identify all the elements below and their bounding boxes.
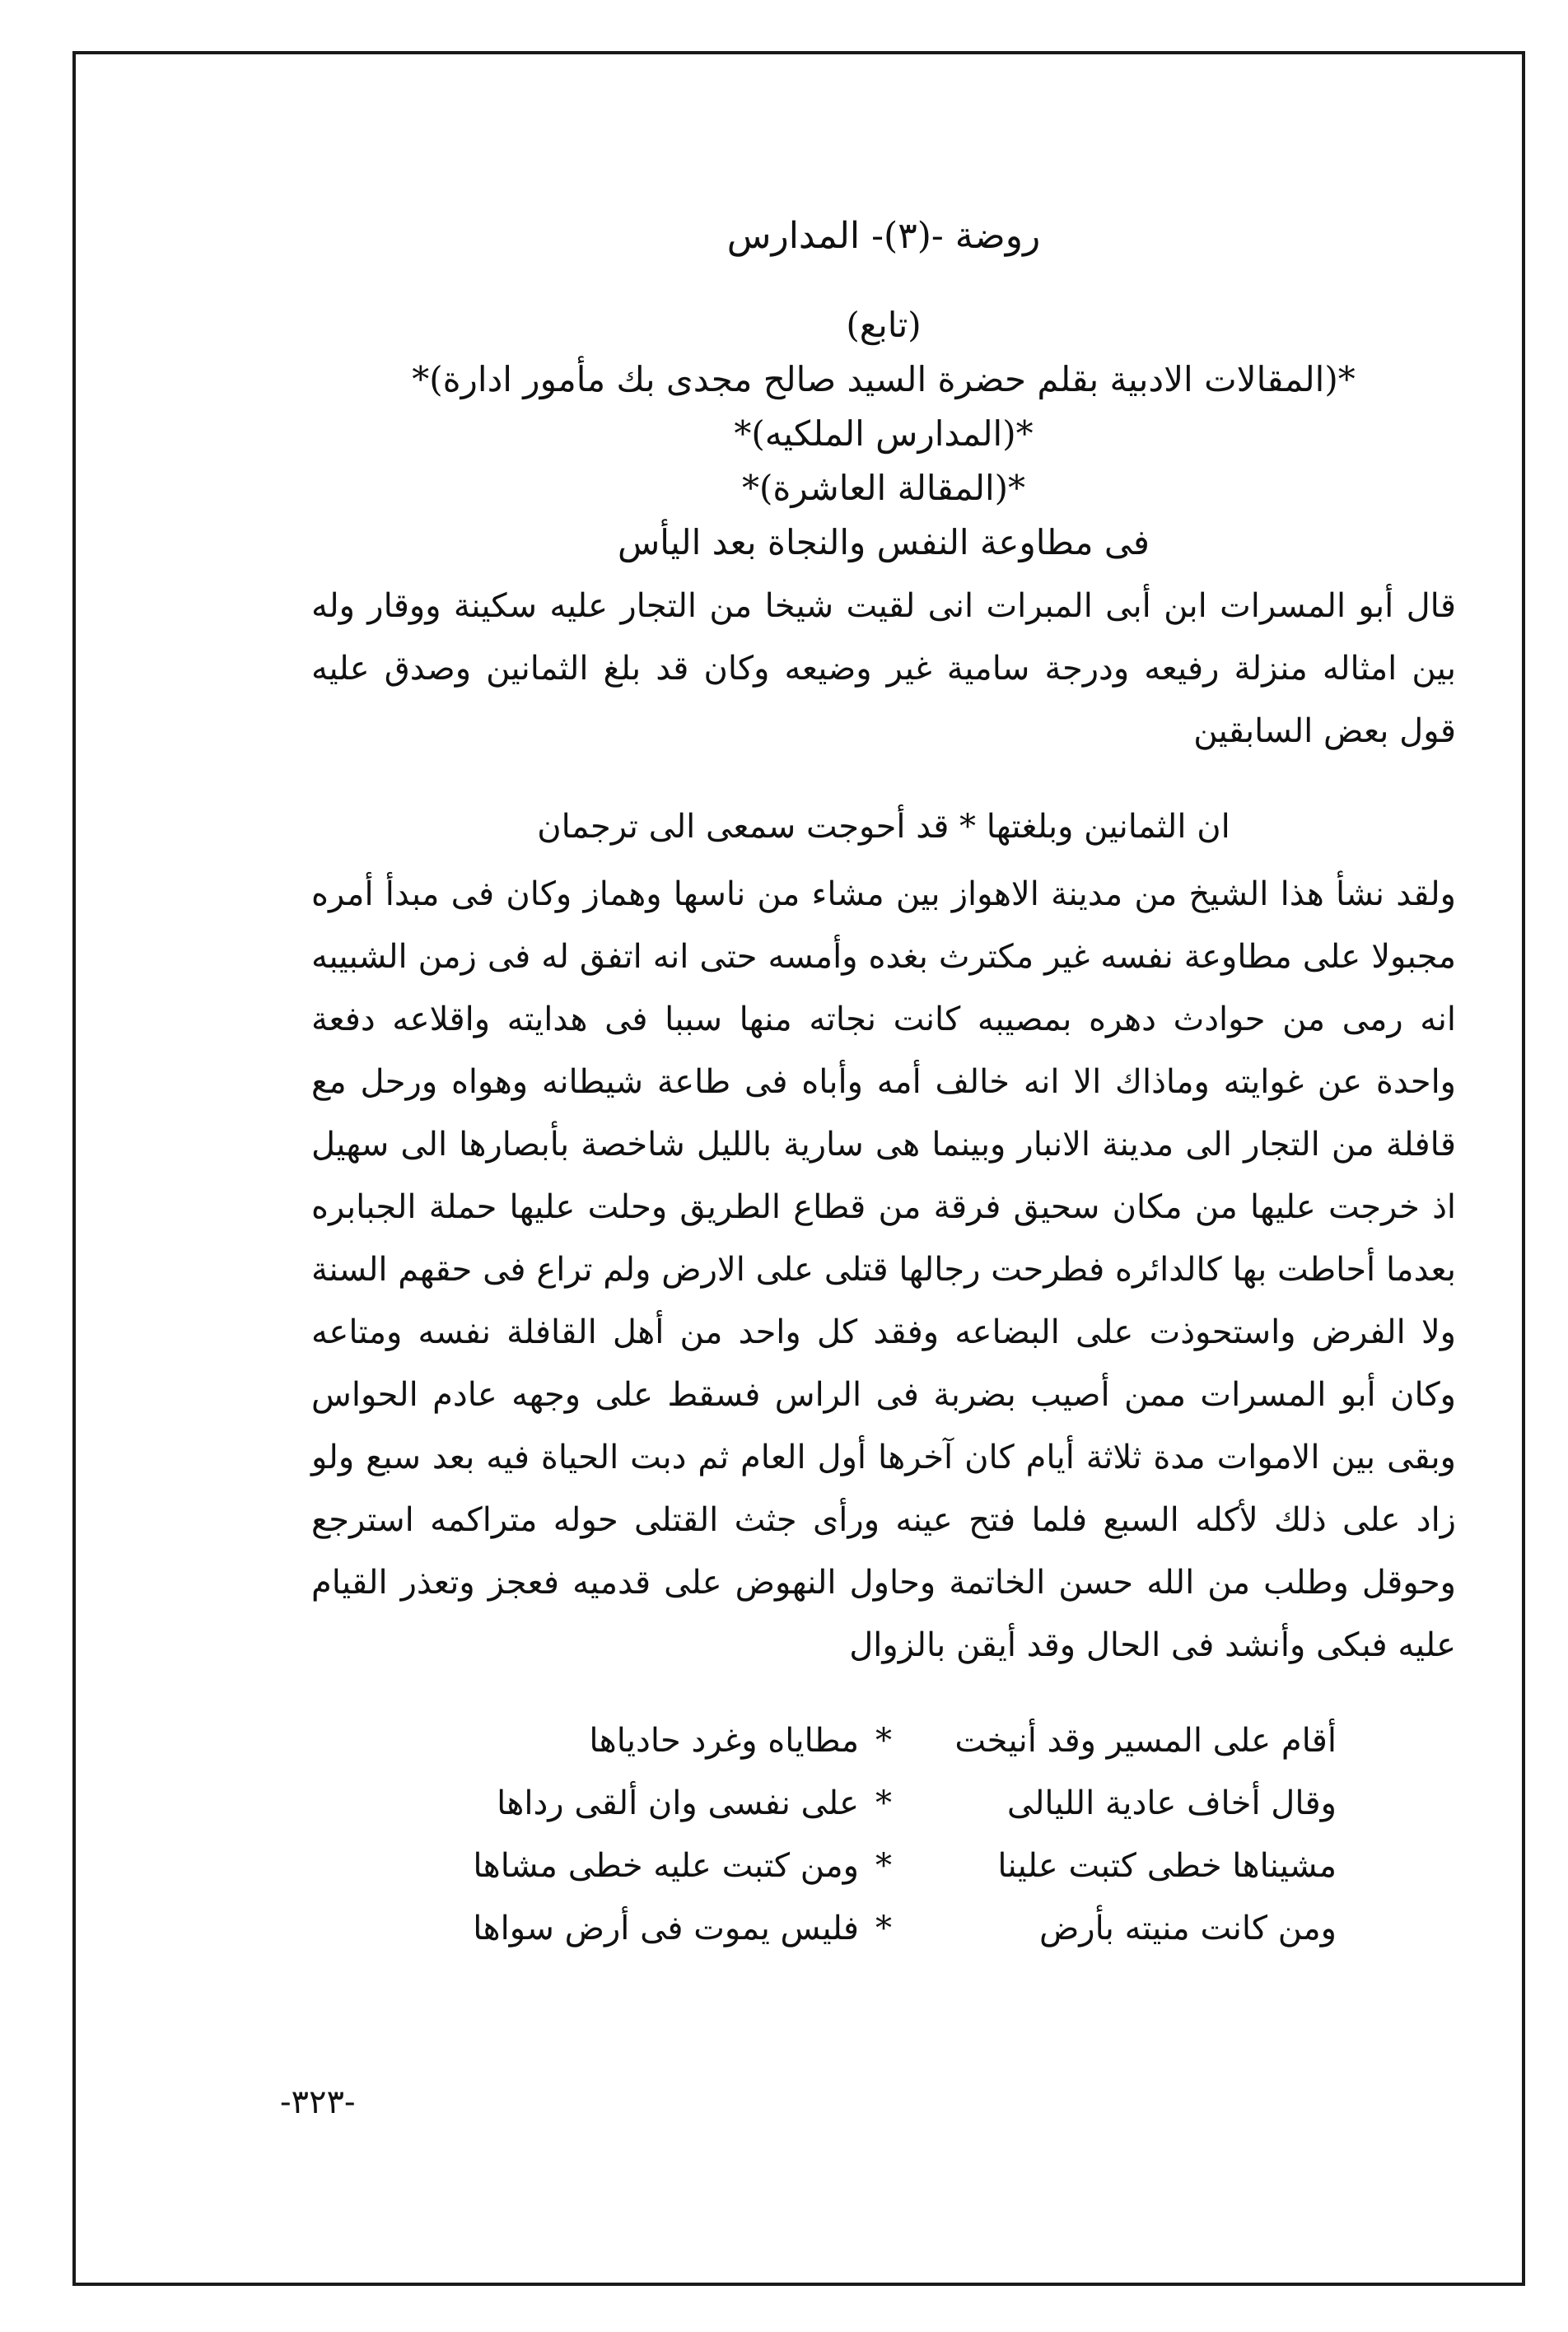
- poem-line: [311, 1897, 1456, 1960]
- article-subtitle: فى مطاوعة النفس والنجاة بعد اليأس: [618, 522, 1150, 562]
- poem-first-hemistich: وقال أخاف عادية الليالى: [1006, 1784, 1337, 1822]
- page-content: [311, 208, 1456, 1960]
- heading-tenth-article: *(المقالة العاشرة)*: [741, 468, 1026, 508]
- poem-second-hemistich: على نفسى وان ألقى رداها: [497, 1784, 859, 1822]
- poem-first-hemistich: أقام على المسير وقد أنيخت: [954, 1722, 1337, 1760]
- poem-second-hemistich: فليس يموت فى أرض سواها: [473, 1910, 859, 1947]
- poem-second-hemistich: ومن كتبت عليه خطى مشاها: [473, 1847, 859, 1885]
- poem-first-hemistich: مشيناها خطى كتبت علينا: [997, 1847, 1337, 1885]
- intro-paragraph: قال أبو المسرات ابن أبى المبرات انى لقيت شيخا من التجار عليه سكينة ووقار وله بين امثاله منزلة رفيعه ودرجة سامية غير وضيعه وكان قد بلغ الثمانين وصدق عليه قول بعض السابقين: [311, 587, 1456, 750]
- heading-continued: (تابع): [846, 305, 922, 345]
- main-paragraph: ولقد نشأ هذا الشيخ من مدينة الاهواز بين مشاء من ناسها وهماز وكان فى مبدأ أمره مجبولا على مطاوعة نفسه غير مكترث بغده وأمسه حتى انه اتفق له فى زمن الشبيبه انه رمى من حوادث دهره بمصيبه كانت نجاته منها سببا فى هدايته واقلاعه دفعة واحدة عن غوايته وماذاك الا انه خالف أمه وأباه فى طاعة شيطانه وهواه ورحل مع قافلة من التجار الى مدينة الانبار وبينما هى سارية بالليل شاخصة بأبصارها الى سهيل اذ خرجت عليها من مكان سحيق فرقة من قطاع الطريق وحلت عليها حملة الجبابره بعدما أحاطت بها كالدائره فطرحت رجالها قتلى على الارض ولم تراع فى حقهم السنة ولا الفرض واستحوذت على البضاعه وفقد كل واحد من أهل القافلة نفسه ومتاعه وكان أبو المسرات ممن أصيب بضربة فى الراس فسقط على وجهه عادم الحواس وبقى بين الاموات مدة ثلاثة أيام كان آخرها أول العام ثم دبت الحياة فيه بعد سبع ولو زاد على ذلك لأكله السبع فلما فتح عينه ورأى جثث القتلى حوله متراكمه استرجع وحوقل وطلب من الله حسن الخاتمة وحاول النهوض على قدميه فعجز وتعذر القيام عليه فبكى وأنشد فى الحال وقد أيقن بالزوال: [311, 875, 1456, 1664]
- poem-line: [311, 1835, 1456, 1897]
- quoted-verse: ان الثمانين وبلغتها * قد أحوجت سمعى الى ترجمان: [537, 808, 1230, 846]
- heading-royal-schools: *(المدارس الملكيه)*: [734, 413, 1034, 454]
- poem-line: [311, 1772, 1456, 1835]
- poem-line: [311, 1709, 1456, 1772]
- document-page: [72, 51, 1525, 2286]
- poem-first-hemistich: ومن كانت منيته بأرض: [1038, 1910, 1337, 1947]
- poem-second-hemistich: مطاياه وغرد حادياها: [589, 1722, 859, 1760]
- page-number: -٣٢٣-: [280, 2083, 356, 2121]
- poem: [311, 1709, 1456, 1960]
- hemistich-separator: *: [875, 1722, 892, 1760]
- hemistich-separator: *: [875, 1847, 892, 1885]
- heading-articles-byline: *(المقالات الادبية بقلم حضرة السيد صالح مجدى بك مأمور ادارة)*: [412, 359, 1356, 399]
- running-header: روضة -(٣)- المدارس: [726, 215, 1041, 257]
- hemistich-separator: *: [875, 1910, 892, 1947]
- hemistich-separator: *: [875, 1784, 892, 1822]
